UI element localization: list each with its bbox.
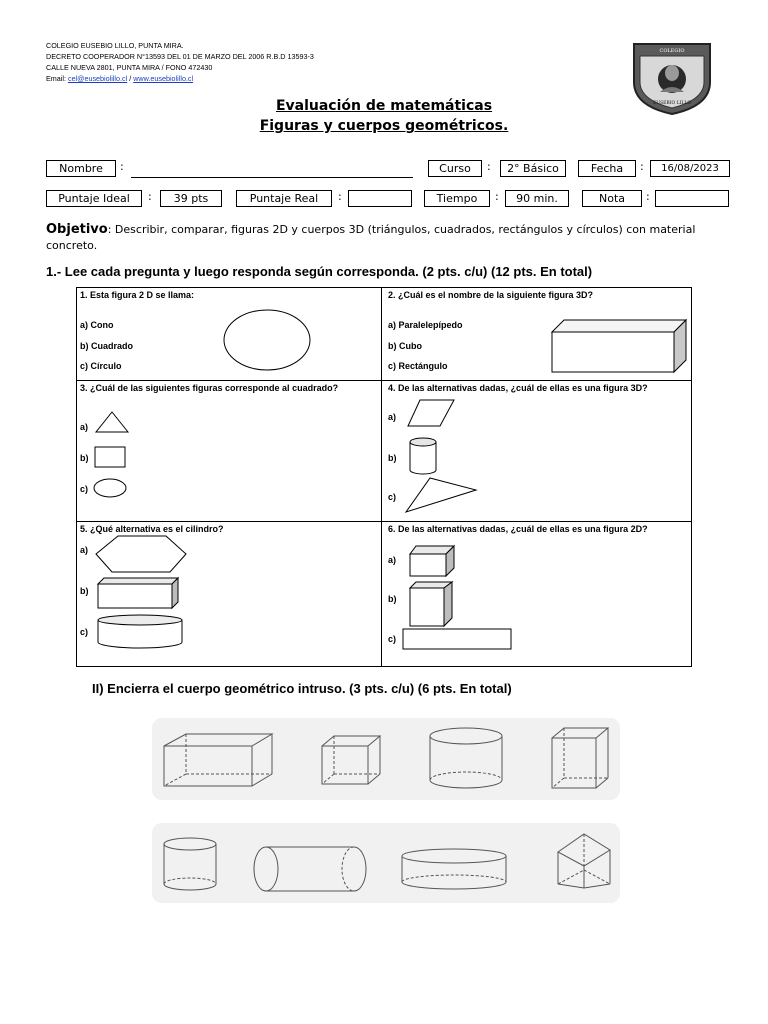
- fecha-label: Fecha: [578, 160, 636, 177]
- q5-cylinder-figure: [96, 614, 184, 650]
- q4-option-c[interactable]: c): [388, 492, 397, 502]
- colon: :: [338, 190, 342, 203]
- q6-box-figure: [408, 580, 454, 628]
- colon: :: [120, 160, 124, 173]
- q3-triangle-figure: [94, 410, 130, 434]
- colon: :: [646, 190, 650, 203]
- q2-option-c[interactable]: c) Rectángulo: [388, 361, 448, 371]
- q3-option-c[interactable]: c): [80, 484, 89, 494]
- q3-square-figure: [94, 446, 126, 468]
- panel2-cylinder-figure[interactable]: [160, 834, 220, 894]
- email-label: Email:: [46, 74, 68, 83]
- q5-prism-figure: [96, 576, 180, 610]
- q1-option-a[interactable]: a) Cono: [80, 320, 114, 330]
- logo-text-top: COLEGIO: [659, 48, 685, 54]
- curso-value: 2° Básico: [500, 160, 566, 177]
- q4-option-a[interactable]: a): [388, 412, 397, 422]
- nota-label: Nota: [582, 190, 642, 207]
- q6-question: 6. De las alternativas dadas, ¿cuál de ellas es una figura 2D?: [388, 524, 648, 534]
- q3-option-a[interactable]: a): [80, 422, 89, 432]
- colon: :: [487, 160, 491, 173]
- panel2-triangular-prism-figure[interactable]: [554, 830, 614, 892]
- email-separator: /: [127, 74, 134, 83]
- panel2-lying-cylinder-figure[interactable]: [250, 844, 370, 894]
- q5-option-a[interactable]: a): [80, 545, 89, 555]
- curso-label: Curso: [428, 160, 482, 177]
- section-1-heading: 1.- Lee cada pregunta y luego responda según corresponda. (2 pts. c/u) (12 pts. En total): [46, 264, 593, 279]
- q4-option-b[interactable]: b): [388, 453, 397, 463]
- q5-pentagon-figure: [94, 534, 188, 574]
- q5-question: 5. ¿Qué alternativa es el cilindro?: [80, 524, 224, 534]
- panel1-cube-figure[interactable]: [318, 732, 384, 786]
- q5-option-c[interactable]: c): [80, 627, 89, 637]
- q4-question: 4. De las alternativas dadas, ¿cuál de ellas es una figura 3D?: [388, 383, 648, 393]
- q1-question: 1. Esta figura 2 D se llama:: [80, 290, 195, 300]
- q2-option-a[interactable]: a) Paralelepípedo: [388, 320, 463, 330]
- page-subtitle: Figuras y cuerpos geométricos.: [259, 118, 509, 134]
- website-link[interactable]: www.eusebiolillo.cl: [133, 74, 194, 83]
- panel2-flat-cylinder-figure[interactable]: [398, 846, 510, 892]
- q4-triangle-figure: [404, 476, 478, 514]
- grid-divider-1: [76, 380, 691, 381]
- section-2-heading: II) Encierra el cuerpo geométrico intruso. (3 pts. c/u) (6 pts. En total): [92, 681, 512, 696]
- q3-option-b[interactable]: b): [80, 453, 89, 463]
- panel1-cylinder-figure[interactable]: [426, 726, 506, 792]
- colon: :: [148, 190, 152, 203]
- school-line-2: DECRETO COOPERADOR N°13593 DEL 01 DE MARZO DEL 2006 R.B.D 13593-3: [46, 52, 314, 61]
- panel1-box-figure[interactable]: [548, 726, 612, 792]
- tiempo-value: 90 min.: [505, 190, 569, 207]
- grid-divider-2: [76, 521, 691, 522]
- puntaje-real-label: Puntaje Real: [236, 190, 332, 207]
- email-link[interactable]: cel@eusebiolillo.cl: [67, 74, 128, 83]
- nota-field[interactable]: [655, 190, 729, 207]
- objective-text: : Describir, comparar, figuras 2D y cuerpos 3D (triángulos, cuadrados, rectángulos y círculos) con material concreto.: [46, 223, 696, 252]
- q1-circle-figure: [222, 308, 312, 372]
- q2-option-b[interactable]: b) Cubo: [388, 341, 422, 351]
- q4-cylinder-figure: [406, 436, 440, 476]
- puntaje-ideal-value: 39 pts: [160, 190, 222, 207]
- q2-question: 2. ¿Cuál es el nombre de la siguiente figura 3D?: [388, 290, 594, 300]
- grid-divider-vertical: [381, 287, 382, 666]
- q6-rectangle-figure: [402, 628, 514, 652]
- puntaje-real-field[interactable]: [348, 190, 412, 207]
- q3-question: 3. ¿Cuál de las siguientes figuras corresponde al cuadrado?: [80, 383, 339, 393]
- tiempo-label: Tiempo: [424, 190, 490, 207]
- q6-cube-figure: [408, 544, 456, 578]
- page-title: Evaluación de matemáticas: [275, 98, 493, 114]
- logo-text-bottom: EUSEBIO LILLO: [652, 101, 692, 106]
- intruder-panel-2: [152, 823, 620, 903]
- fecha-value: 16/08/2023: [650, 160, 730, 177]
- q1-option-c[interactable]: c) Círculo: [80, 361, 122, 371]
- q6-option-c[interactable]: c): [388, 634, 397, 644]
- colon: :: [640, 160, 644, 173]
- q6-option-a[interactable]: a): [388, 555, 397, 565]
- q5-option-b[interactable]: b): [80, 586, 89, 596]
- school-line-3: CALLE NUEVA 2801, PUNTA MIRA / FONO 472430: [46, 63, 213, 72]
- colon: :: [495, 190, 499, 203]
- q3-oval-figure: [92, 478, 128, 498]
- q4-parallelogram-figure: [406, 398, 456, 428]
- nombre-label: Nombre: [46, 160, 116, 177]
- objective-label: Objetivo: [46, 222, 108, 237]
- panel1-prism-figure[interactable]: [160, 730, 276, 790]
- school-info: [46, 40, 314, 84]
- puntaje-ideal-label: Puntaje Ideal: [46, 190, 142, 207]
- school-contact: [46, 73, 314, 84]
- nombre-field[interactable]: [131, 176, 413, 178]
- q6-option-b[interactable]: b): [388, 594, 397, 604]
- q1-option-b[interactable]: b) Cuadrado: [80, 341, 133, 351]
- q2-prism-figure: [548, 318, 688, 374]
- school-line-1: COLEGIO EUSEBIO LILLO, PUNTA MIRA.: [46, 41, 184, 50]
- objective: [46, 222, 726, 254]
